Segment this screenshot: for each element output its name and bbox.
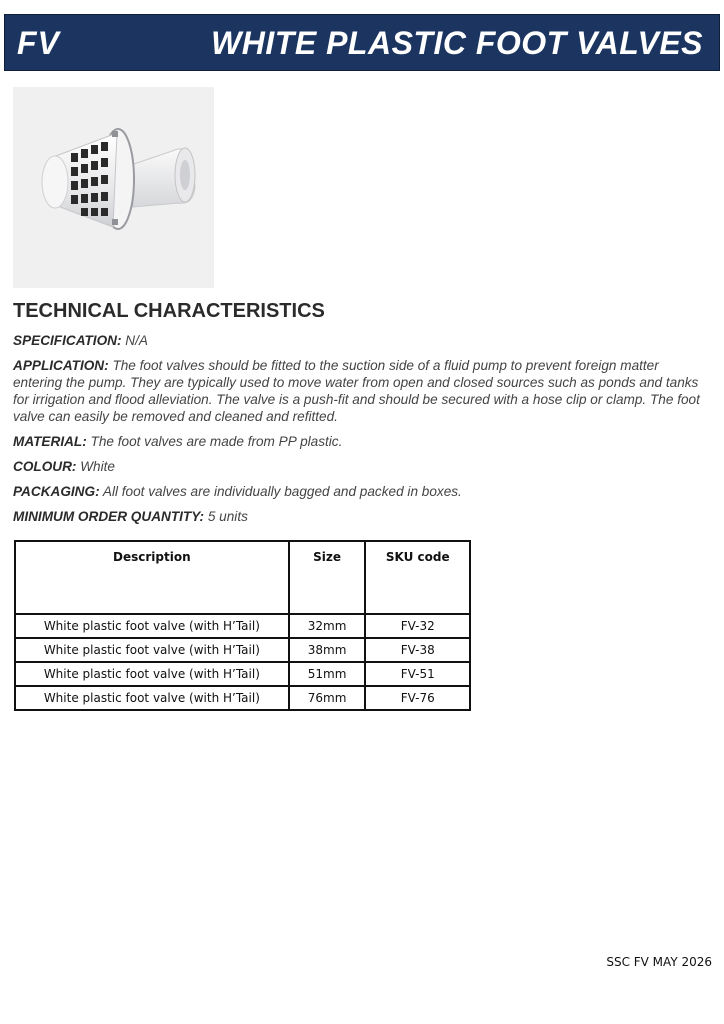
spec-label: SPECIFICATION: bbox=[13, 333, 122, 348]
title-banner bbox=[4, 14, 720, 71]
spec-label: MINIMUM ORDER QUANTITY: bbox=[13, 509, 205, 524]
cell-description: White plastic foot valve (with H’Tail) bbox=[15, 662, 289, 686]
spec-label: COLOUR: bbox=[13, 459, 77, 474]
cell-sku: FV-32 bbox=[365, 614, 470, 638]
spec-value: The foot valves are made from PP plastic. bbox=[90, 434, 343, 449]
spec-label: APPLICATION: bbox=[13, 358, 109, 373]
product-table bbox=[14, 540, 471, 711]
spec-label: MATERIAL: bbox=[13, 434, 87, 449]
column-header-sku: SKU code bbox=[365, 541, 470, 614]
cell-size: 32mm bbox=[289, 614, 366, 638]
table-row bbox=[15, 662, 470, 686]
cell-size: 51mm bbox=[289, 662, 366, 686]
cell-description: White plastic foot valve (with H’Tail) bbox=[15, 614, 289, 638]
spec-application bbox=[13, 357, 703, 425]
spec-specification bbox=[13, 332, 703, 349]
cell-sku: FV-76 bbox=[365, 686, 470, 710]
section-heading: TECHNICAL CHARACTERISTICS bbox=[13, 300, 325, 322]
table-row bbox=[15, 614, 470, 638]
spec-colour bbox=[13, 458, 703, 475]
table-row bbox=[15, 638, 470, 662]
foot-valve-image bbox=[13, 87, 214, 288]
cell-sku: FV-38 bbox=[365, 638, 470, 662]
spec-value: The foot valves should be fitted to the suction side of a fluid pump to prevent foreign matter entering the pump. They are typically used to move water from open and closed sources such as ponds and tanks for irrigation and flood alleviation. The valve is a push-fit and should be secured with a hose clip or clamp. The foot valve can easily be removed and cleaned and refitted. bbox=[13, 358, 700, 424]
spec-packaging bbox=[13, 483, 703, 500]
cell-description: White plastic foot valve (with H’Tail) bbox=[15, 638, 289, 662]
column-header-size: Size bbox=[289, 541, 366, 614]
spec-minimum-order bbox=[13, 508, 703, 525]
spec-value: White bbox=[80, 459, 115, 474]
column-header-description: Description bbox=[15, 541, 289, 614]
cell-size: 76mm bbox=[289, 686, 366, 710]
spec-label: PACKAGING: bbox=[13, 484, 100, 499]
cell-description: White plastic foot valve (with H’Tail) bbox=[15, 686, 289, 710]
spec-value: All foot valves are individually bagged and packed in boxes. bbox=[102, 484, 462, 499]
spec-material bbox=[13, 433, 703, 450]
cell-sku: FV-51 bbox=[365, 662, 470, 686]
spec-value: N/A bbox=[125, 333, 148, 348]
spec-list bbox=[13, 332, 703, 533]
spec-value: 5 units bbox=[207, 509, 248, 524]
product-code: FV bbox=[17, 25, 60, 61]
table-header-row bbox=[15, 541, 470, 614]
cell-size: 38mm bbox=[289, 638, 366, 662]
document-footer: SSC FV MAY 2026 bbox=[606, 955, 712, 969]
table-row bbox=[15, 686, 470, 710]
page-title: WHITE PLASTIC FOOT VALVES bbox=[211, 25, 703, 61]
product-photo bbox=[13, 87, 214, 288]
